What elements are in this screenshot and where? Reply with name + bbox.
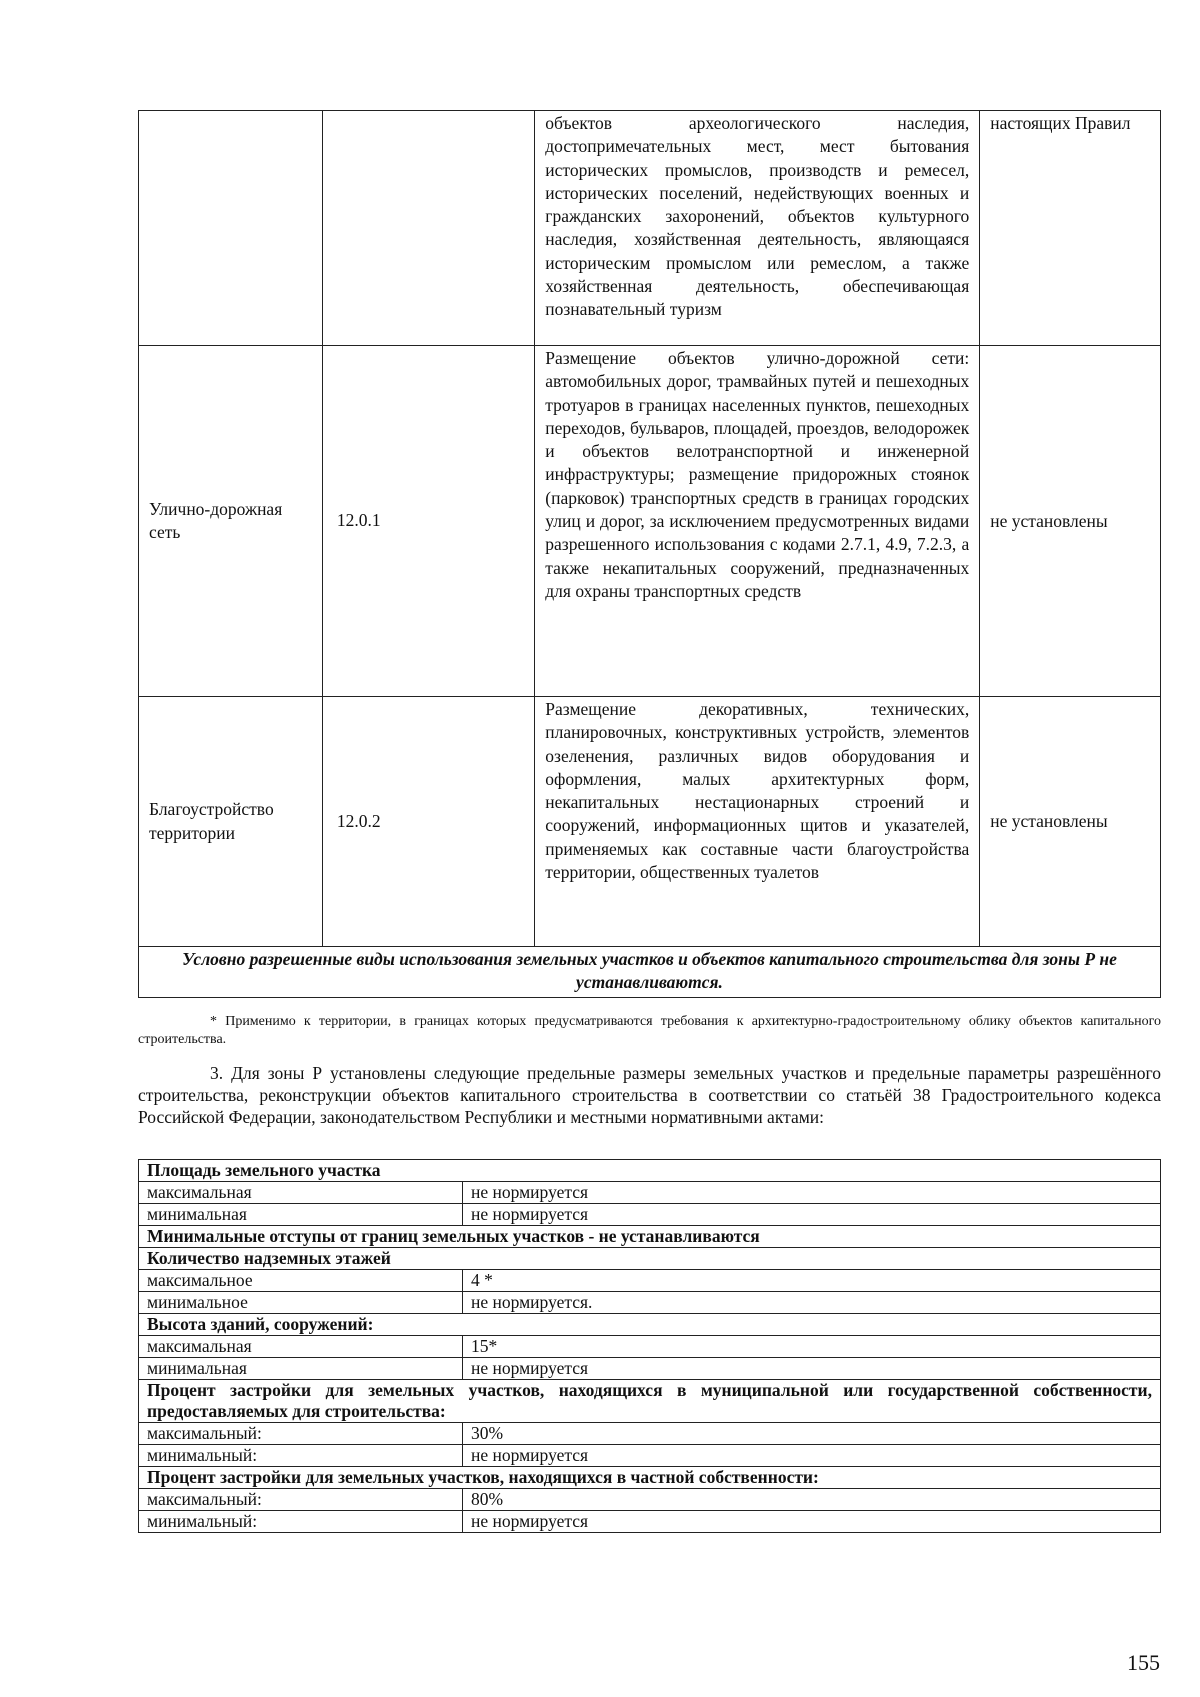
table-row — [139, 1160, 1161, 1182]
section-header: Процент застройки для земельных участков, находящихся в частной собственности: — [139, 1467, 1161, 1489]
param-label: минимальное — [139, 1292, 463, 1314]
param-label: максимальная — [139, 1182, 463, 1204]
table-row — [139, 111, 1161, 346]
section-paragraph: 3. Для зоны Р установлены следующие предельные размеры земельных участков и предельные параметры разрешённого строительства, реконструкции объектов капитального строительства в соответствии со статьёй 38 Градостроительного кодекса Российской Федерации, законодательством Республики и местными нормативными актами: — [138, 1063, 1161, 1127]
param-value: не нормируется — [463, 1358, 1161, 1380]
use-params-cell: настоящих Правил — [980, 111, 1161, 346]
table-row — [139, 1248, 1161, 1270]
permitted-uses-table — [138, 110, 1161, 998]
table-row — [139, 1182, 1161, 1204]
section-header: Площадь земельного участка — [139, 1160, 1161, 1182]
footnote: * Применимо к территории, в границах которых предусматриваются требования к архитектурно-градостроительному облику объектов капитального строительства. — [138, 1014, 1161, 1047]
param-value: 30% — [463, 1423, 1161, 1445]
param-value: 80% — [463, 1489, 1161, 1511]
param-value: не нормируется — [463, 1182, 1161, 1204]
table-row — [139, 1489, 1161, 1511]
param-label: минимальный: — [139, 1511, 463, 1533]
param-label: минимальная — [139, 1358, 463, 1380]
use-code-cell — [322, 111, 534, 346]
section-header: Минимальные отступы от границ земельных участков - не устанавливаются — [139, 1226, 1161, 1248]
table-row — [139, 1314, 1161, 1336]
use-params-cell: не установлены — [980, 697, 1161, 947]
param-label: минимальная — [139, 1204, 463, 1226]
table-row — [139, 1270, 1161, 1292]
param-label: максимальный: — [139, 1489, 463, 1511]
use-params-cell: не установлены — [980, 346, 1161, 697]
param-value: не нормируется — [463, 1204, 1161, 1226]
param-label: максимальный: — [139, 1423, 463, 1445]
table-row — [139, 346, 1161, 697]
param-value: не нормируется. — [463, 1292, 1161, 1314]
limit-parameters-table — [138, 1159, 1161, 1533]
table-row — [139, 1511, 1161, 1533]
table-row — [139, 1445, 1161, 1467]
use-name-cell — [139, 111, 323, 346]
use-code-cell: 12.0.1 — [322, 346, 534, 697]
param-value: не нормируется — [463, 1445, 1161, 1467]
table-row — [139, 1336, 1161, 1358]
use-description-cell: объектов археологического наследия, достопримечательных мест, мест бытования исторических промыслов, производств и ремесел, исторических поселений, недействующих военных и гражданских захоронений, объектов культурного наследия, хозяйственная деятельность, являющаяся историческим промыслом или ремеслом, а также хозяйственная деятельность, обеспечивающая познавательный туризм — [535, 111, 980, 346]
section-header: Количество надземных этажей — [139, 1248, 1161, 1270]
param-value: 15* — [463, 1336, 1161, 1358]
table-row — [139, 1380, 1161, 1423]
table-row — [139, 1204, 1161, 1226]
param-label: минимальный: — [139, 1445, 463, 1467]
table-row — [139, 947, 1161, 998]
use-description-cell: Размещение объектов улично-дорожной сети: автомобильных дорог, трамвайных путей и пешеходных тротуаров в границах населенных пунктов, пешеходных переходов, бульваров, площадей, проездов, велодорожек и объектов велотранспортной и инженерной инфраструктуры; размещение придорожных стоянок (парковок) транспортных средств в границах городских улиц и дорог, за исключением предусмотренных видами разрешенного использования с кодами 2.7.1, 4.9, 7.2.3, а также некапитальных сооружений, предназначенных для охраны транспортных средств — [535, 346, 980, 697]
param-value: 4 * — [463, 1270, 1161, 1292]
use-code-cell: 12.0.2 — [322, 697, 534, 947]
param-label: максимальное — [139, 1270, 463, 1292]
use-name-cell: Благоустройство территории — [139, 697, 323, 947]
param-value: не нормируется — [463, 1511, 1161, 1533]
table-row — [139, 1423, 1161, 1445]
table-row — [139, 1226, 1161, 1248]
page-number: 155 — [1127, 1650, 1160, 1675]
use-description-cell: Размещение декоративных, технических, планировочных, конструктивных устройств, элементов озеленения, различных видов оборудования и оформления, малых архитектурных форм, некапитальных нестационарных строений и сооружений, информационных щитов и указателей, применяемых как составные части благоустройства территории, общественных туалетов — [535, 697, 980, 947]
section-header: Процент застройки для земельных участков, находящихся в муниципальной или государственной собственности, предоставляемых для строительства: — [139, 1380, 1161, 1423]
section-header: Высота зданий, сооружений: — [139, 1314, 1161, 1336]
table-row — [139, 1292, 1161, 1314]
param-label: максимальная — [139, 1336, 463, 1358]
table-row — [139, 697, 1161, 947]
table-row — [139, 1467, 1161, 1489]
table-row — [139, 1358, 1161, 1380]
use-name-cell: Улично-дорожная сеть — [139, 346, 323, 697]
conditional-uses-note: Условно разрешенные виды использования земельных участков и объектов капитального строительства для зоны Р не устанавливаются. — [139, 947, 1161, 998]
